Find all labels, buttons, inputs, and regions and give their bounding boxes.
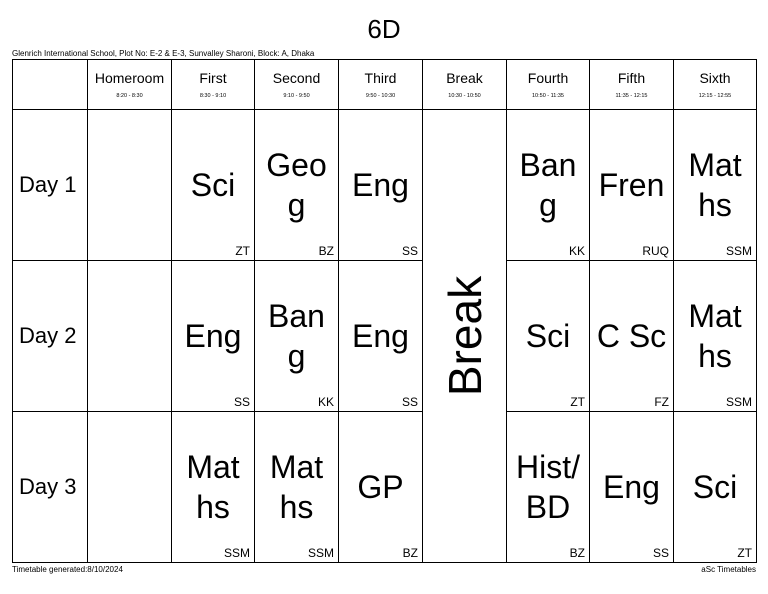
period-time: 10:50 - 11:35 xyxy=(531,92,564,99)
teacher-code: SS xyxy=(401,395,418,409)
lesson-cell xyxy=(172,110,255,261)
subject-name: Sci xyxy=(190,167,236,203)
subject-name: GP xyxy=(357,469,404,505)
lesson-cell xyxy=(255,110,339,261)
period-header-first xyxy=(172,60,255,110)
subject-name: Ban g xyxy=(519,147,577,223)
subject-name: Mat hs xyxy=(688,298,742,374)
lesson-cell xyxy=(339,261,423,412)
homeroom-cell-empty xyxy=(88,110,172,261)
period-name: Fourth xyxy=(527,69,569,86)
period-time: 8:30 - 9:10 xyxy=(199,92,227,99)
period-header-second xyxy=(255,60,339,110)
break-cell xyxy=(423,110,507,563)
subject-name: Eng xyxy=(352,318,409,354)
lesson-cell xyxy=(339,110,423,261)
software-credit: aSc Timetables xyxy=(701,565,756,574)
period-time: 12:15 - 12:55 xyxy=(698,92,732,99)
lesson-cell xyxy=(339,412,423,563)
header-row xyxy=(13,60,757,110)
period-time: 10:30 - 10:50 xyxy=(448,92,481,99)
period-time: 8:20 - 8:30 xyxy=(116,92,143,99)
lesson-cell xyxy=(172,261,255,412)
subject-name: Sci xyxy=(692,469,738,505)
period-name: Second xyxy=(272,69,321,86)
lesson-cell xyxy=(507,261,590,412)
teacher-code: RUQ xyxy=(642,244,669,258)
period-time: 9:10 - 9:50 xyxy=(283,92,310,99)
school-address: Glenrich International School, Plot No: E-2 & E-3, Sunvalley Sharoni, Block: A, Dhaka xyxy=(12,49,315,58)
lesson-cell xyxy=(590,412,674,563)
timetable-grid xyxy=(12,59,757,563)
day-label: Day 3 xyxy=(13,412,88,563)
teacher-code: KK xyxy=(568,244,585,258)
period-name: Break xyxy=(446,69,483,86)
period-header-sixth xyxy=(674,60,757,110)
homeroom-cell-empty xyxy=(88,412,172,563)
subject-name: Fren xyxy=(598,167,665,203)
teacher-code: SSM xyxy=(223,546,250,560)
subject-name: Ban g xyxy=(268,298,325,374)
day-label: Day 1 xyxy=(13,110,88,261)
subject-name: Eng xyxy=(352,167,409,203)
day-row xyxy=(13,412,757,563)
teacher-code: SS xyxy=(652,546,669,560)
teacher-code: ZT xyxy=(235,244,250,258)
teacher-code: BZ xyxy=(318,244,334,258)
teacher-code: KK xyxy=(317,395,334,409)
lesson-cell xyxy=(674,261,757,412)
period-name: Sixth xyxy=(699,69,731,86)
period-header-homeroom xyxy=(88,60,172,110)
break-label: Break xyxy=(438,275,491,397)
teacher-code: SSM xyxy=(725,244,752,258)
generated-date: Timetable generated:8/10/2024 xyxy=(12,565,123,574)
subject-name: Mat hs xyxy=(186,449,240,525)
period-name: First xyxy=(199,69,227,86)
lesson-cell xyxy=(172,412,255,563)
period-name: Homeroom xyxy=(94,69,165,86)
subject-name: Sci xyxy=(525,318,571,354)
subject-name: Eng xyxy=(184,318,242,354)
teacher-code: BZ xyxy=(402,546,418,560)
lesson-cell xyxy=(674,110,757,261)
period-time: 9:50 - 10:30 xyxy=(365,92,396,99)
subject-name: C Sc xyxy=(596,318,667,354)
teacher-code: ZT xyxy=(570,395,585,409)
subject-name: Mat hs xyxy=(688,147,742,223)
period-header-fifth xyxy=(590,60,674,110)
timetable-title: 6D xyxy=(367,14,401,44)
day-row xyxy=(13,110,757,261)
lesson-cell xyxy=(255,412,339,563)
day-label: Day 2 xyxy=(13,261,88,412)
day-row xyxy=(13,261,757,412)
lesson-cell xyxy=(590,110,674,261)
teacher-code: FZ xyxy=(654,395,669,409)
teacher-code: BZ xyxy=(569,546,585,560)
period-name: Fifth xyxy=(617,69,646,86)
period-name: Third xyxy=(364,69,397,86)
lesson-cell xyxy=(255,261,339,412)
teacher-code: SS xyxy=(233,395,250,409)
period-header-break xyxy=(423,60,507,110)
lesson-cell xyxy=(507,110,590,261)
period-time: 11:35 - 12:15 xyxy=(615,92,648,99)
lesson-cell xyxy=(507,412,590,563)
subject-name: Mat hs xyxy=(269,449,324,525)
teacher-code: ZT xyxy=(737,546,752,560)
corner-cell xyxy=(13,60,88,110)
subject-name: Geo g xyxy=(266,147,327,223)
lesson-cell xyxy=(674,412,757,563)
period-header-third xyxy=(339,60,423,110)
subject-name: Hist/ BD xyxy=(516,449,580,525)
teacher-code: SS xyxy=(401,244,418,258)
period-header-fourth xyxy=(507,60,590,110)
teacher-code: SSM xyxy=(307,546,334,560)
subject-name: Eng xyxy=(603,469,660,505)
teacher-code: SSM xyxy=(725,395,752,409)
homeroom-cell-empty xyxy=(88,261,172,412)
lesson-cell xyxy=(590,261,674,412)
